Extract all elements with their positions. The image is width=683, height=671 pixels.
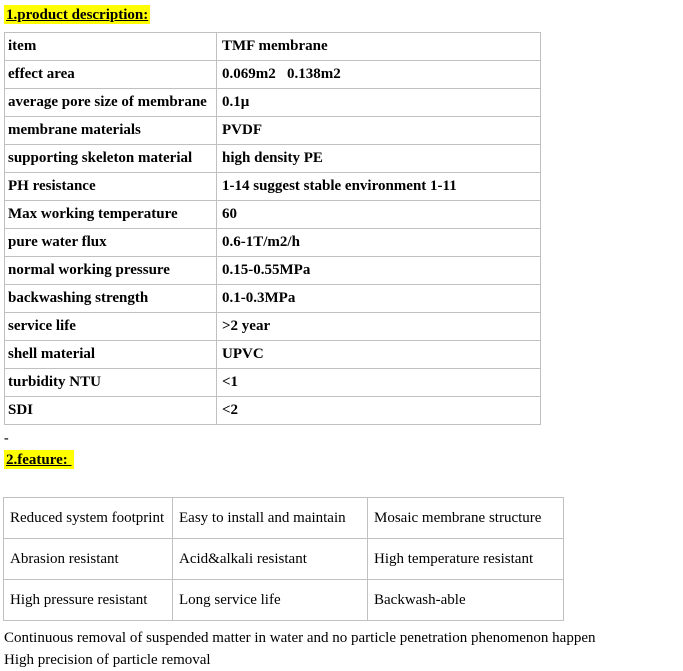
- spec-label: shell material: [5, 341, 217, 369]
- spec-value: 60: [217, 201, 541, 229]
- spec-label: average pore size of membrane: [5, 89, 217, 117]
- spec-row: [5, 61, 541, 89]
- spec-row: [5, 229, 541, 257]
- spec-value: high density PE: [217, 145, 541, 173]
- note-line: High precision of particle removal: [4, 652, 211, 668]
- spec-row: [5, 173, 541, 201]
- feature-cell: High temperature resistant: [368, 539, 564, 580]
- spec-label: supporting skeleton material: [5, 145, 217, 173]
- section2-heading: [4, 449, 683, 472]
- spec-value: TMF membrane: [217, 33, 541, 61]
- spec-value: 0.069m2 0.138m2: [217, 61, 541, 89]
- spec-label: normal working pressure: [5, 257, 217, 285]
- spec-value: 0.15-0.55MPa: [217, 257, 541, 285]
- spec-row: [5, 145, 541, 173]
- spec-row: [5, 201, 541, 229]
- spec-value: 0.6-1T/m2/h: [217, 229, 541, 257]
- feature-row: [4, 498, 564, 539]
- spec-row: [5, 117, 541, 145]
- spec-row: [5, 285, 541, 313]
- spec-value: 0.1μ: [217, 89, 541, 117]
- spec-label: pure water flux: [5, 229, 217, 257]
- spec-row: [5, 341, 541, 369]
- spec-row: [5, 397, 541, 425]
- section1-heading: [4, 4, 683, 27]
- spec-row: [5, 313, 541, 341]
- spec-row: [5, 369, 541, 397]
- feature-cell: Easy to install and maintain: [173, 498, 368, 539]
- spec-value: UPVC: [217, 341, 541, 369]
- spec-value: PVDF: [217, 117, 541, 145]
- note-line: Continuous removal of suspended matter in water and no particle penetration phenomenon happen: [4, 630, 596, 646]
- feature-cell: High pressure resistant: [4, 580, 173, 621]
- spec-label: PH resistance: [5, 173, 217, 201]
- stray-dash: -: [4, 431, 9, 446]
- spec-value: <2: [217, 397, 541, 425]
- feature-cell: Reduced system footprint: [4, 498, 173, 539]
- spec-value: 0.1-0.3MPa: [217, 285, 541, 313]
- feature-table: [3, 497, 564, 621]
- feature-row: [4, 539, 564, 580]
- spec-label: item: [5, 33, 217, 61]
- feature-cell: Abrasion resistant: [4, 539, 173, 580]
- feature-row: [4, 580, 564, 621]
- spec-label: turbidity NTU: [5, 369, 217, 397]
- product-spec-table: [4, 32, 541, 425]
- spec-row: [5, 257, 541, 285]
- spec-row: [5, 33, 541, 61]
- section2-heading-text: 2.feature:: [6, 452, 72, 468]
- spec-label: membrane materials: [5, 117, 217, 145]
- spec-label: service life: [5, 313, 217, 341]
- spec-label: backwashing strength: [5, 285, 217, 313]
- feature-cell: Acid&alkali resistant: [173, 539, 368, 580]
- section1-heading-text: 1.product description:: [6, 7, 149, 23]
- spec-label: Max working temperature: [5, 201, 217, 229]
- spec-value: <1: [217, 369, 541, 397]
- feature-cell: Backwash-able: [368, 580, 564, 621]
- spec-label: SDI: [5, 397, 217, 425]
- spec-label: effect area: [5, 61, 217, 89]
- spec-row: [5, 89, 541, 117]
- feature-cell: Mosaic membrane structure: [368, 498, 564, 539]
- feature-notes: [4, 627, 683, 671]
- spec-value: 1-14 suggest stable environment 1-11: [217, 173, 541, 201]
- spec-value: >2 year: [217, 313, 541, 341]
- feature-cell: Long service life: [173, 580, 368, 621]
